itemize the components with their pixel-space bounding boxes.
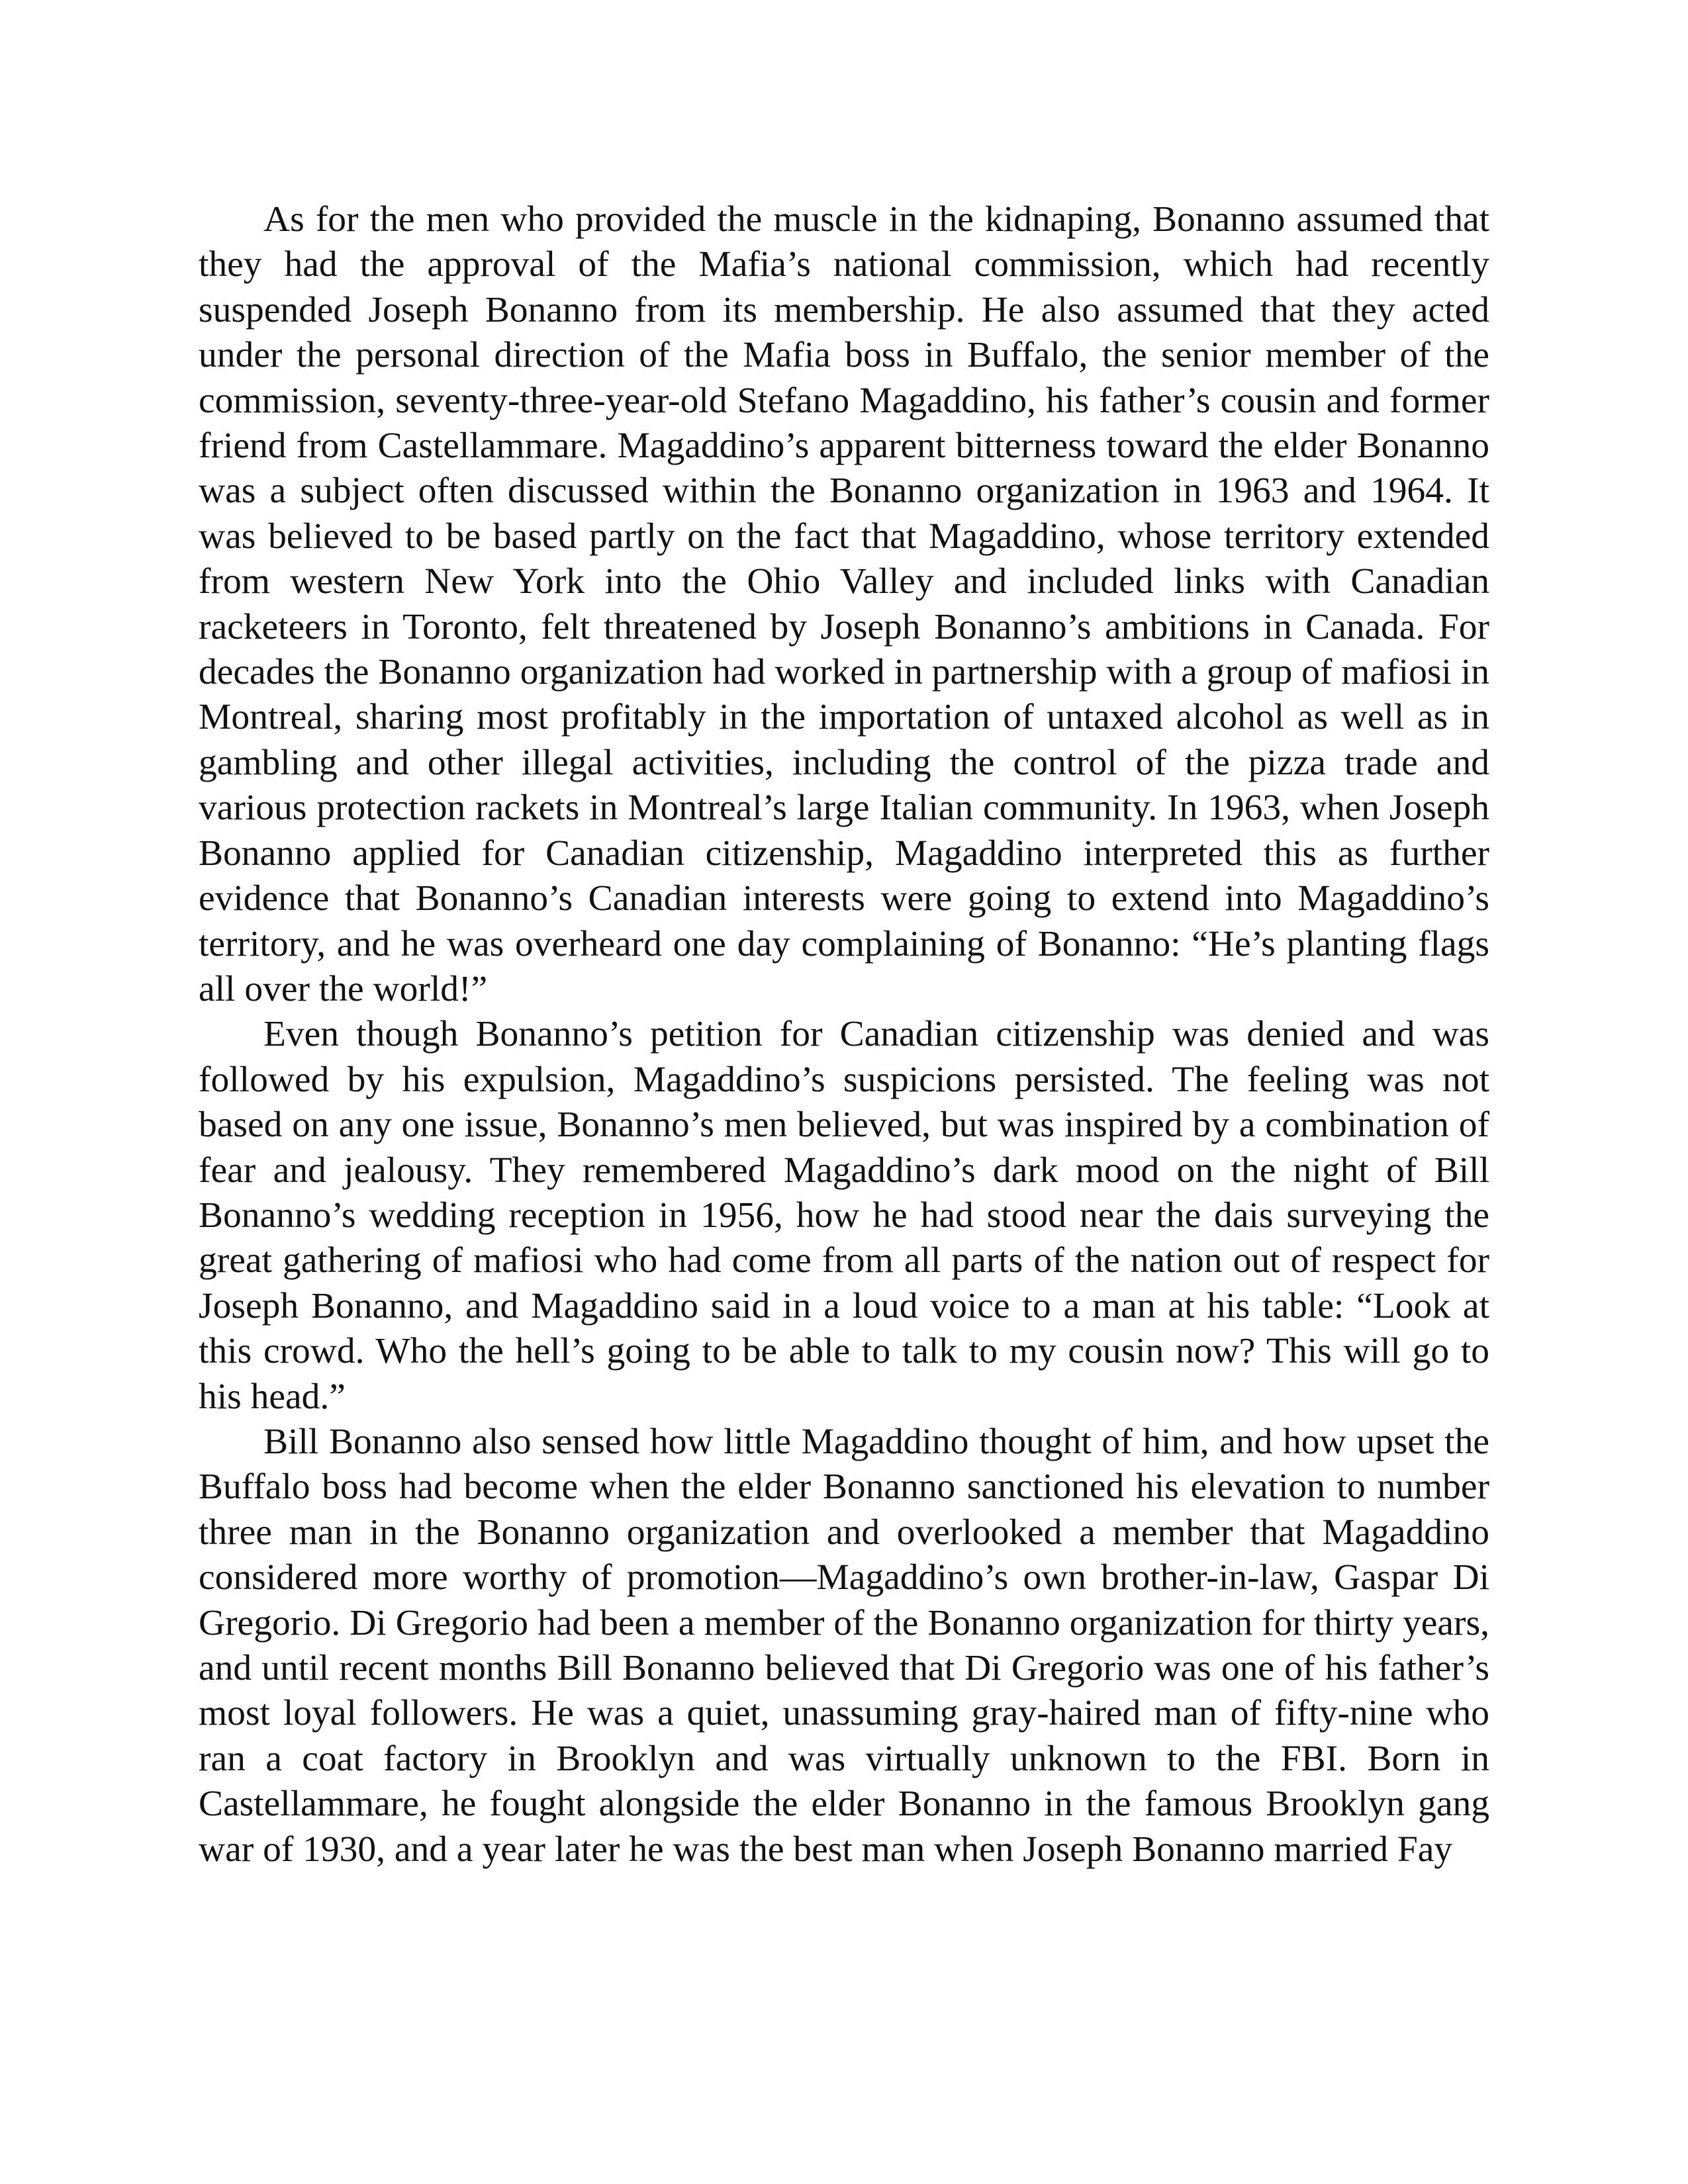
body-paragraph: Bill Bonanno also sensed how little Magaddino thought of him, and how upset the Buffalo boss had become when the elder Bonanno sanctioned his elevation to number three man in the Bonanno organization and overlooked a member that Magaddino considered more worthy of promotion—Magaddino’s own brother-in-law, Gaspar Di Gregorio. Di Gregorio had been a member of the Bonanno organization for thirty years, and until recent months Bill Bonanno believed that Di Gregorio was one of his father’s most loyal followers. He was a quiet, unassuming gray-haired man of fifty-nine who ran a coat factory in Brooklyn and was virtually unknown to the FBI. Born in Castellammare, he fought alongside the elder Bonanno in the famous Brooklyn gang war of 1930, and a year later he was the best man when Joseph Bonanno married Fay	[199, 1421, 1489, 1870]
body-paragraph: As for the men who provided the muscle in the kidnaping, Bonanno assumed that they had the approval of the Mafia’s national commission, which had recently suspended Joseph Bonanno from its membership. He also assumed that they acted under the personal direction of the Mafia boss in Buffalo, the senior member of the commission, seventy-three-year-old Stefano Magaddino, his father’s cousin and former friend from Castellammare. Magaddino’s apparent bitterness toward the elder Bonanno was a subject often discussed within the Bonanno organization in 1963 and 1964. It was believed to be based partly on the fact that Magaddino, whose territory extended from western New York into the Ohio Valley and included links with Canadian racketeers in Toronto, felt threatened by Joseph Bonanno’s ambitions in Canada. For decades the Bonanno organization had worked in partnership with a group of mafiosi in Montreal, sharing most profitably in the importation of untaxed alcohol as well as in gambling and other illegal activities, including the control of the pizza trade and various protection rackets in Montreal’s large Italian community. In 1963, when Joseph Bonanno applied for Canadian citizenship, Magaddino interpreted this as further evidence that Bonanno’s Canadian interests were going to extend into Magaddino’s territory, and he was overheard one day complaining of Bonanno: “He’s planting flags all over the world!”	[199, 199, 1489, 1009]
body-paragraph: Even though Bonanno’s petition for Canadian citizenship was denied and was followed by his expulsion, Magaddino’s suspicions persisted. The feeling was not based on any one issue, Bonanno’s men believed, but was inspired by a combination of fear and jealousy. They remembered Magaddino’s dark mood on the night of Bill Bonanno’s wedding reception in 1956, how he had stood near the dais surveying the great gathering of mafiosi who had come from all parts of the nation out of respect for Joseph Bonanno, and Magaddino said in a loud voice to a man at his table: “Look at this crowd. Who the hell’s going to be able to talk to my cousin now? This will go to his head.”	[199, 1014, 1489, 1417]
page-body	[199, 197, 1489, 1872]
